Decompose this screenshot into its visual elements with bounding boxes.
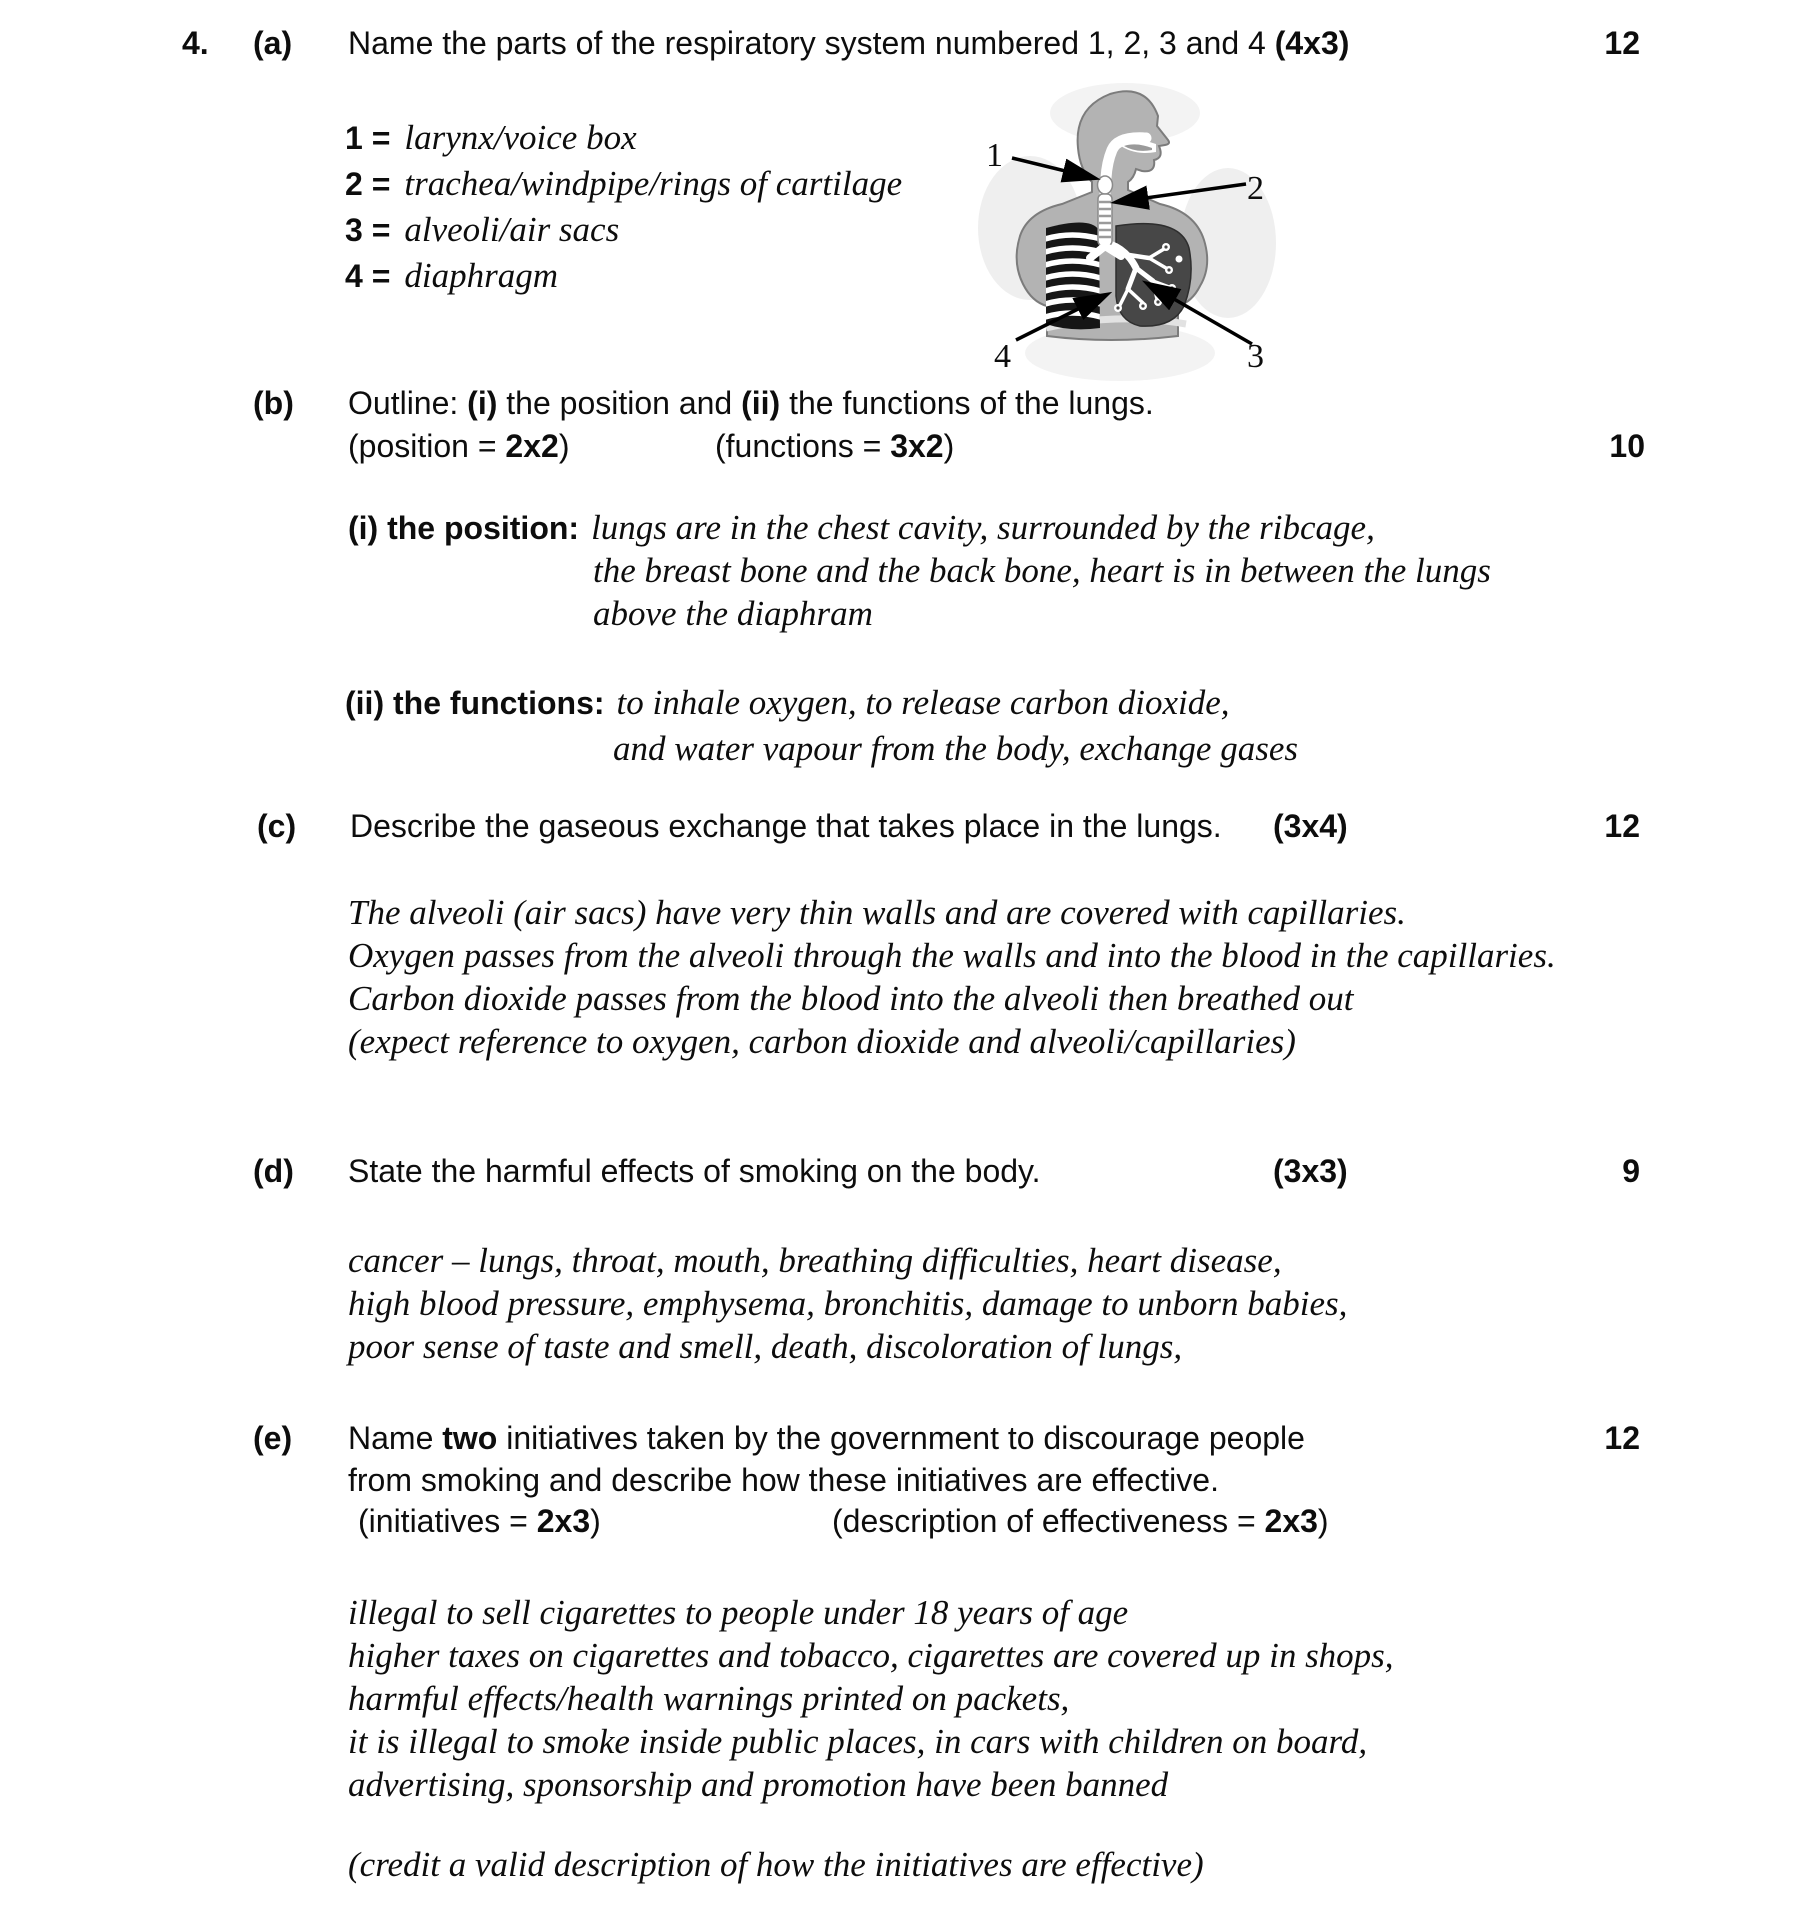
section-a-letter: (a) (253, 25, 293, 61)
section-a-mark: 12 (1604, 25, 1640, 61)
section-a-question (348, 25, 1349, 62)
answer-b-functions-label: (ii) the functions: (345, 685, 605, 721)
b-q2-p1: (position = (348, 428, 506, 464)
e-q3-p1: (initiatives = (358, 1503, 537, 1539)
b-q2-b1: 2x2 (505, 428, 559, 464)
section-d-letter: (d) (253, 1153, 294, 1189)
section-c-question: Describe the gaseous exchange that takes place in the lungs. (350, 808, 1222, 844)
answer-e-line3: harmful effects/health warnings printed on packets, (348, 1679, 1070, 1718)
answer-a-1 (345, 118, 637, 158)
answer-a-2-label: 2 = (345, 166, 391, 202)
b-q2-b2: 3x2 (890, 428, 944, 464)
section-b-question-line1 (348, 385, 1154, 422)
e-q3-b1: 2x3 (536, 1503, 591, 1539)
answer-b-functions (345, 683, 1230, 723)
e-q3-p3: (description of effectiveness = (832, 1503, 1265, 1539)
answer-b-position-line1: lungs are in the chest cavity, surrounded by the ribcage, (591, 508, 1375, 547)
b-q2-p3: (functions = (715, 428, 891, 464)
answer-a-3-label: 3 = (345, 212, 391, 248)
section-c-marks-note: (3x4) (1273, 808, 1348, 844)
e-q1-t2: initiatives taken by the government to discourage people (497, 1420, 1305, 1456)
b-q1-t3: the functions of the lungs. (780, 385, 1154, 421)
section-e-question-line2: from smoking and describe how these initiatives are effective. (348, 1462, 1219, 1498)
section-d-question: State the harmful effects of smoking on the body. (348, 1153, 1041, 1189)
section-e-letter: (e) (253, 1420, 293, 1456)
section-e-description-weighting (832, 1503, 1329, 1540)
diagram-label-3: 3 (1247, 338, 1264, 375)
answer-d-line2: high blood pressure, emphysema, bronchitis, damage to unborn babies, (348, 1284, 1348, 1323)
lung-right (1110, 224, 1191, 327)
section-a-marks-note: (4x3) (1274, 25, 1350, 61)
section-e-question-line1 (348, 1420, 1305, 1457)
answer-e-credit-note: (credit a valid description of how the initiatives are effective) (348, 1845, 1204, 1884)
answer-d-line3: poor sense of taste and smell, death, discoloration of lungs, (348, 1327, 1183, 1366)
b-q1-b2: (ii) (741, 385, 781, 421)
answer-d-line1: cancer – lungs, throat, mouth, breathing difficulties, heart disease, (348, 1241, 1282, 1280)
answer-a-3-text: alveoli/air sacs (404, 210, 620, 249)
answer-b-position-line2: the breast bone and the back bone, heart is in between the lungs (593, 551, 1491, 590)
section-c-mark: 12 (1604, 808, 1640, 844)
answer-b-functions-line1: to inhale oxygen, to release carbon dioxide, (616, 683, 1230, 722)
diagram-label-1: 1 (986, 137, 1003, 174)
section-d-marks-note: (3x3) (1273, 1153, 1348, 1189)
b-q2-p2: ) (558, 428, 570, 464)
b-q1-t1: Outline: (348, 385, 468, 421)
answer-c-line4: (expect reference to oxygen, carbon dioxide and alveoli/capillaries) (348, 1022, 1296, 1061)
answer-a-2-text: trachea/windpipe/rings of cartilage (404, 164, 903, 203)
answer-b-functions-line2: and water vapour from the body, exchange gases (613, 729, 1298, 768)
answer-a-1-label: 1 = (345, 120, 391, 156)
answer-a-3 (345, 210, 619, 250)
section-d-mark: 9 (1622, 1153, 1640, 1189)
section-b-mark: 10 (1609, 428, 1645, 464)
answer-c-line2: Oxygen passes from the alveoli through the walls and into the blood in the capillaries. (348, 936, 1556, 975)
e-q3-p2: ) (590, 1503, 601, 1539)
answer-a-2 (345, 164, 902, 204)
section-c-letter: (c) (257, 808, 297, 844)
b-q2-p4: ) (943, 428, 955, 464)
answer-e-line5: advertising, sponsorship and promotion have been banned (348, 1765, 1169, 1804)
b-q1-t2: the position and (497, 385, 742, 421)
answer-b-position (348, 508, 1375, 548)
e-q1-t1: Name (348, 1420, 443, 1456)
answer-a-4 (345, 256, 558, 296)
answer-e-line4: it is illegal to smoke inside public places, in cars with children on board, (348, 1722, 1368, 1761)
b-q1-b1: (i) (467, 385, 498, 421)
answer-e-line2: higher taxes on cigarettes and tobacco, cigarettes are covered up in shops, (348, 1636, 1394, 1675)
answer-b-position-label: (i) the position: (348, 510, 580, 546)
respiratory-system-diagram (950, 78, 1295, 383)
answer-a-4-text: diaphragm (404, 256, 558, 295)
diagram-label-4: 4 (994, 338, 1011, 375)
diagram-label-2: 2 (1247, 170, 1264, 207)
e-q1-b1: two (442, 1420, 498, 1456)
section-b-letter: (b) (253, 385, 294, 421)
answer-c-line1: The alveoli (air sacs) have very thin walls and are covered with capillaries. (348, 893, 1406, 932)
e-q3-b2: 2x3 (1264, 1503, 1318, 1539)
section-e-initiatives-weighting (358, 1503, 601, 1540)
section-e-mark: 12 (1604, 1420, 1640, 1456)
answer-e-line1: illegal to sell cigarettes to people under 18 years of age (348, 1593, 1129, 1632)
larynx (1098, 176, 1113, 194)
answer-c-line3: Carbon dioxide passes from the blood into the alveoli then breathed out (348, 979, 1354, 1018)
section-b-functions-weighting (715, 428, 954, 465)
section-b-position-weighting (348, 428, 569, 465)
question-number: 4. (182, 25, 209, 61)
answer-a-1-text: larynx/voice box (404, 118, 637, 157)
section-a-question-text: Name the parts of the respiratory system numbered 1, 2, 3 and 4 (348, 25, 1275, 61)
answer-a-4-label: 4 = (345, 258, 391, 294)
answer-b-position-line3: above the diaphram (593, 594, 873, 633)
e-q3-p4: ) (1317, 1503, 1329, 1539)
